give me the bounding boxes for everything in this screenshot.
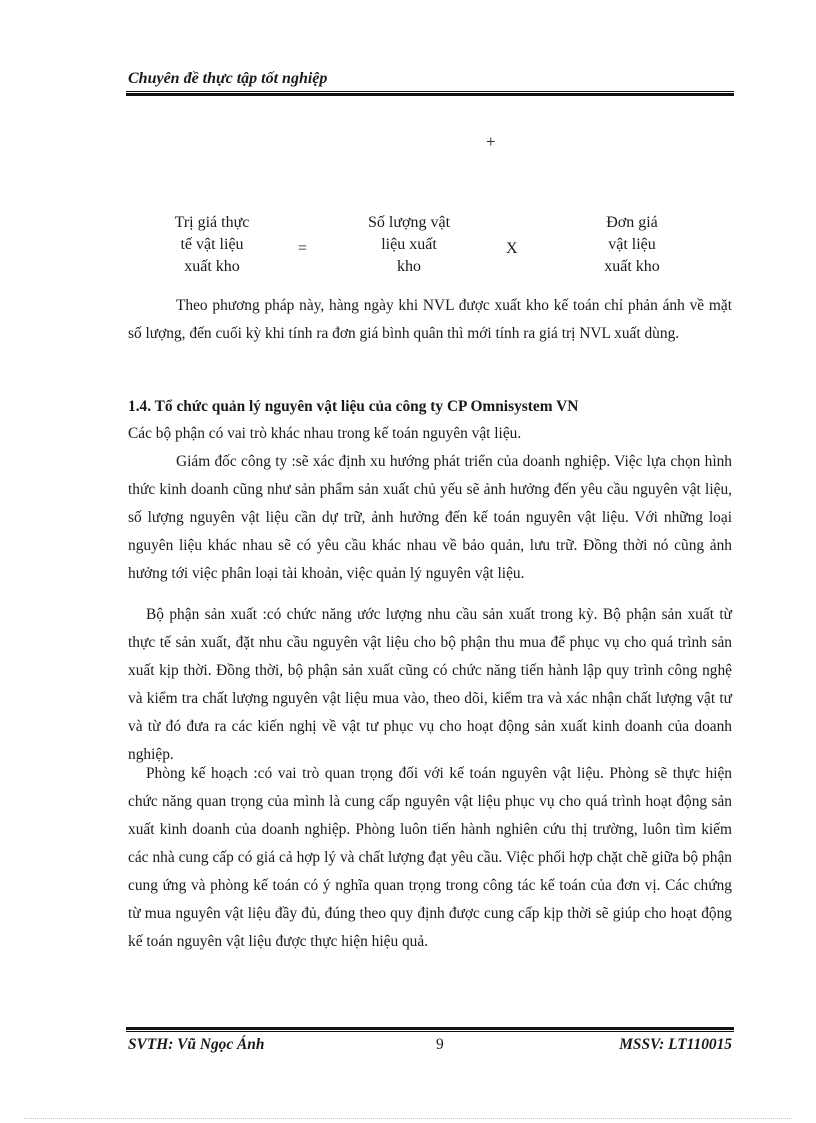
formula-equals-sign: = — [298, 240, 308, 257]
footer-rule — [126, 1027, 734, 1032]
formula-right-line-2: vật liệu — [608, 236, 656, 253]
formula-middle-line-1: Số lượng vật — [367, 214, 451, 231]
formula-right-line-3: xuất kho — [604, 258, 660, 275]
formula-left-line-2: tế vật liệu — [180, 236, 244, 253]
footer-page-number: 9 — [436, 1036, 444, 1053]
footer-student-name: SVTH: Vũ Ngọc Ánh — [128, 1036, 265, 1053]
paragraph-planning: Phòng kế hoạch :có vai trò quan trọng đối với kế toán nguyên vật liệu. Phòng sẽ thực hiện chức năng quan trọng của mình là cung cấp nguyên vật liệu phục vụ cho quá trình hoạt động sản xuất kinh doanh của doanh nghiệp. Phòng luôn tiến hành nghiên cứu thị trường, luôn tìm kiếm các nhà cung cấp có giá cả hợp lý và chất lượng đạt yêu cầu. Việc phối hợp chặt chẽ giữa bộ phận cung ứng và phòng kế toán có ý nghĩa quan trọng trong công tác kế toán của đơn vị. Các chứng từ mua nguyên vật liệu đầy đủ, đúng theo quy định được cung cấp kịp thời sẽ giúp cho hoạt động kế toán nguyên vật liệu được thực hiện hiệu quả. — [128, 765, 732, 950]
formula-left-line-1: Trị giá thực — [174, 214, 250, 231]
formula-right-term — [572, 212, 692, 278]
formula-middle-line-2: liệu xuất — [381, 236, 437, 253]
formula-left-term — [152, 212, 272, 278]
formula-middle-term — [344, 212, 474, 278]
paragraph-intro: Các bộ phận có vai trò khác nhau trong kế toán nguyên vật liệu. — [128, 425, 522, 442]
formula-plus-sign: + — [486, 132, 496, 151]
formula-times-sign: X — [506, 240, 518, 257]
paragraph-production: Bộ phận sản xuất :có chức năng ước lượng nhu cầu sản xuất trong kỳ. Bộ phận sản xuất từ thực tế sản xuất, đặt nhu cầu nguyên vật liệu cho bộ phận thu mua để phục vụ cho quá trình sản xuất kịp thời. Đồng thời, bộ phận sản xuất cũng có chức năng tiến hành lập quy trình công nghệ và kiểm tra chất lượng nguyên vật liệu mua vào, theo dõi, kiểm tra và xác nhận chất lượng vật tư và từ đó đưa ra các kiến nghị về vật tư phục vụ cho hoạt động sản xuất kinh doanh của doanh nghiệp. — [128, 606, 732, 763]
formula-right-line-1: Đơn giá — [606, 214, 658, 231]
header-rule — [126, 91, 734, 96]
formula-left-line-3: xuất kho — [184, 258, 240, 275]
section-heading: 1.4. Tổ chức quản lý nguyên vật liệu của công ty CP Omnisystem VN — [128, 398, 579, 415]
page-edge-dotted-line — [24, 1118, 792, 1119]
page-header-title: Chuyên đề thực tập tốt nghiệp — [128, 70, 328, 87]
formula-middle-line-3: kho — [397, 258, 421, 275]
paragraph-director: Giám đốc công ty :sẽ xác định xu hướng phát triển của doanh nghiệp. Việc lựa chọn hình thức kinh doanh cũng như sản phẩm sản xuất chủ yếu sẽ ảnh hưởng đến yêu cầu nguyên vật liệu, số lượng nguyên vật liệu cần dự trữ, ảnh hưởng đến kế toán nguyên vật liệu. Với những loại nguyên liệu khác nhau sẽ có yêu cầu khác nhau về bảo quản, lưu trữ. Đồng thời nó cũng ảnh hưởng tới việc phân loại tài khoản, việc quản lý nguyên vật liệu. — [128, 453, 732, 582]
paragraph-method-note: Theo phương pháp này, hàng ngày khi NVL được xuất kho kế toán chỉ phản ánh về mặt số lượng, đến cuối kỳ khi tính ra đơn giá bình quân thì mới tính ra giá trị NVL xuất dùng. — [128, 297, 732, 342]
footer-student-id: MSSV: LT110015 — [619, 1036, 732, 1053]
